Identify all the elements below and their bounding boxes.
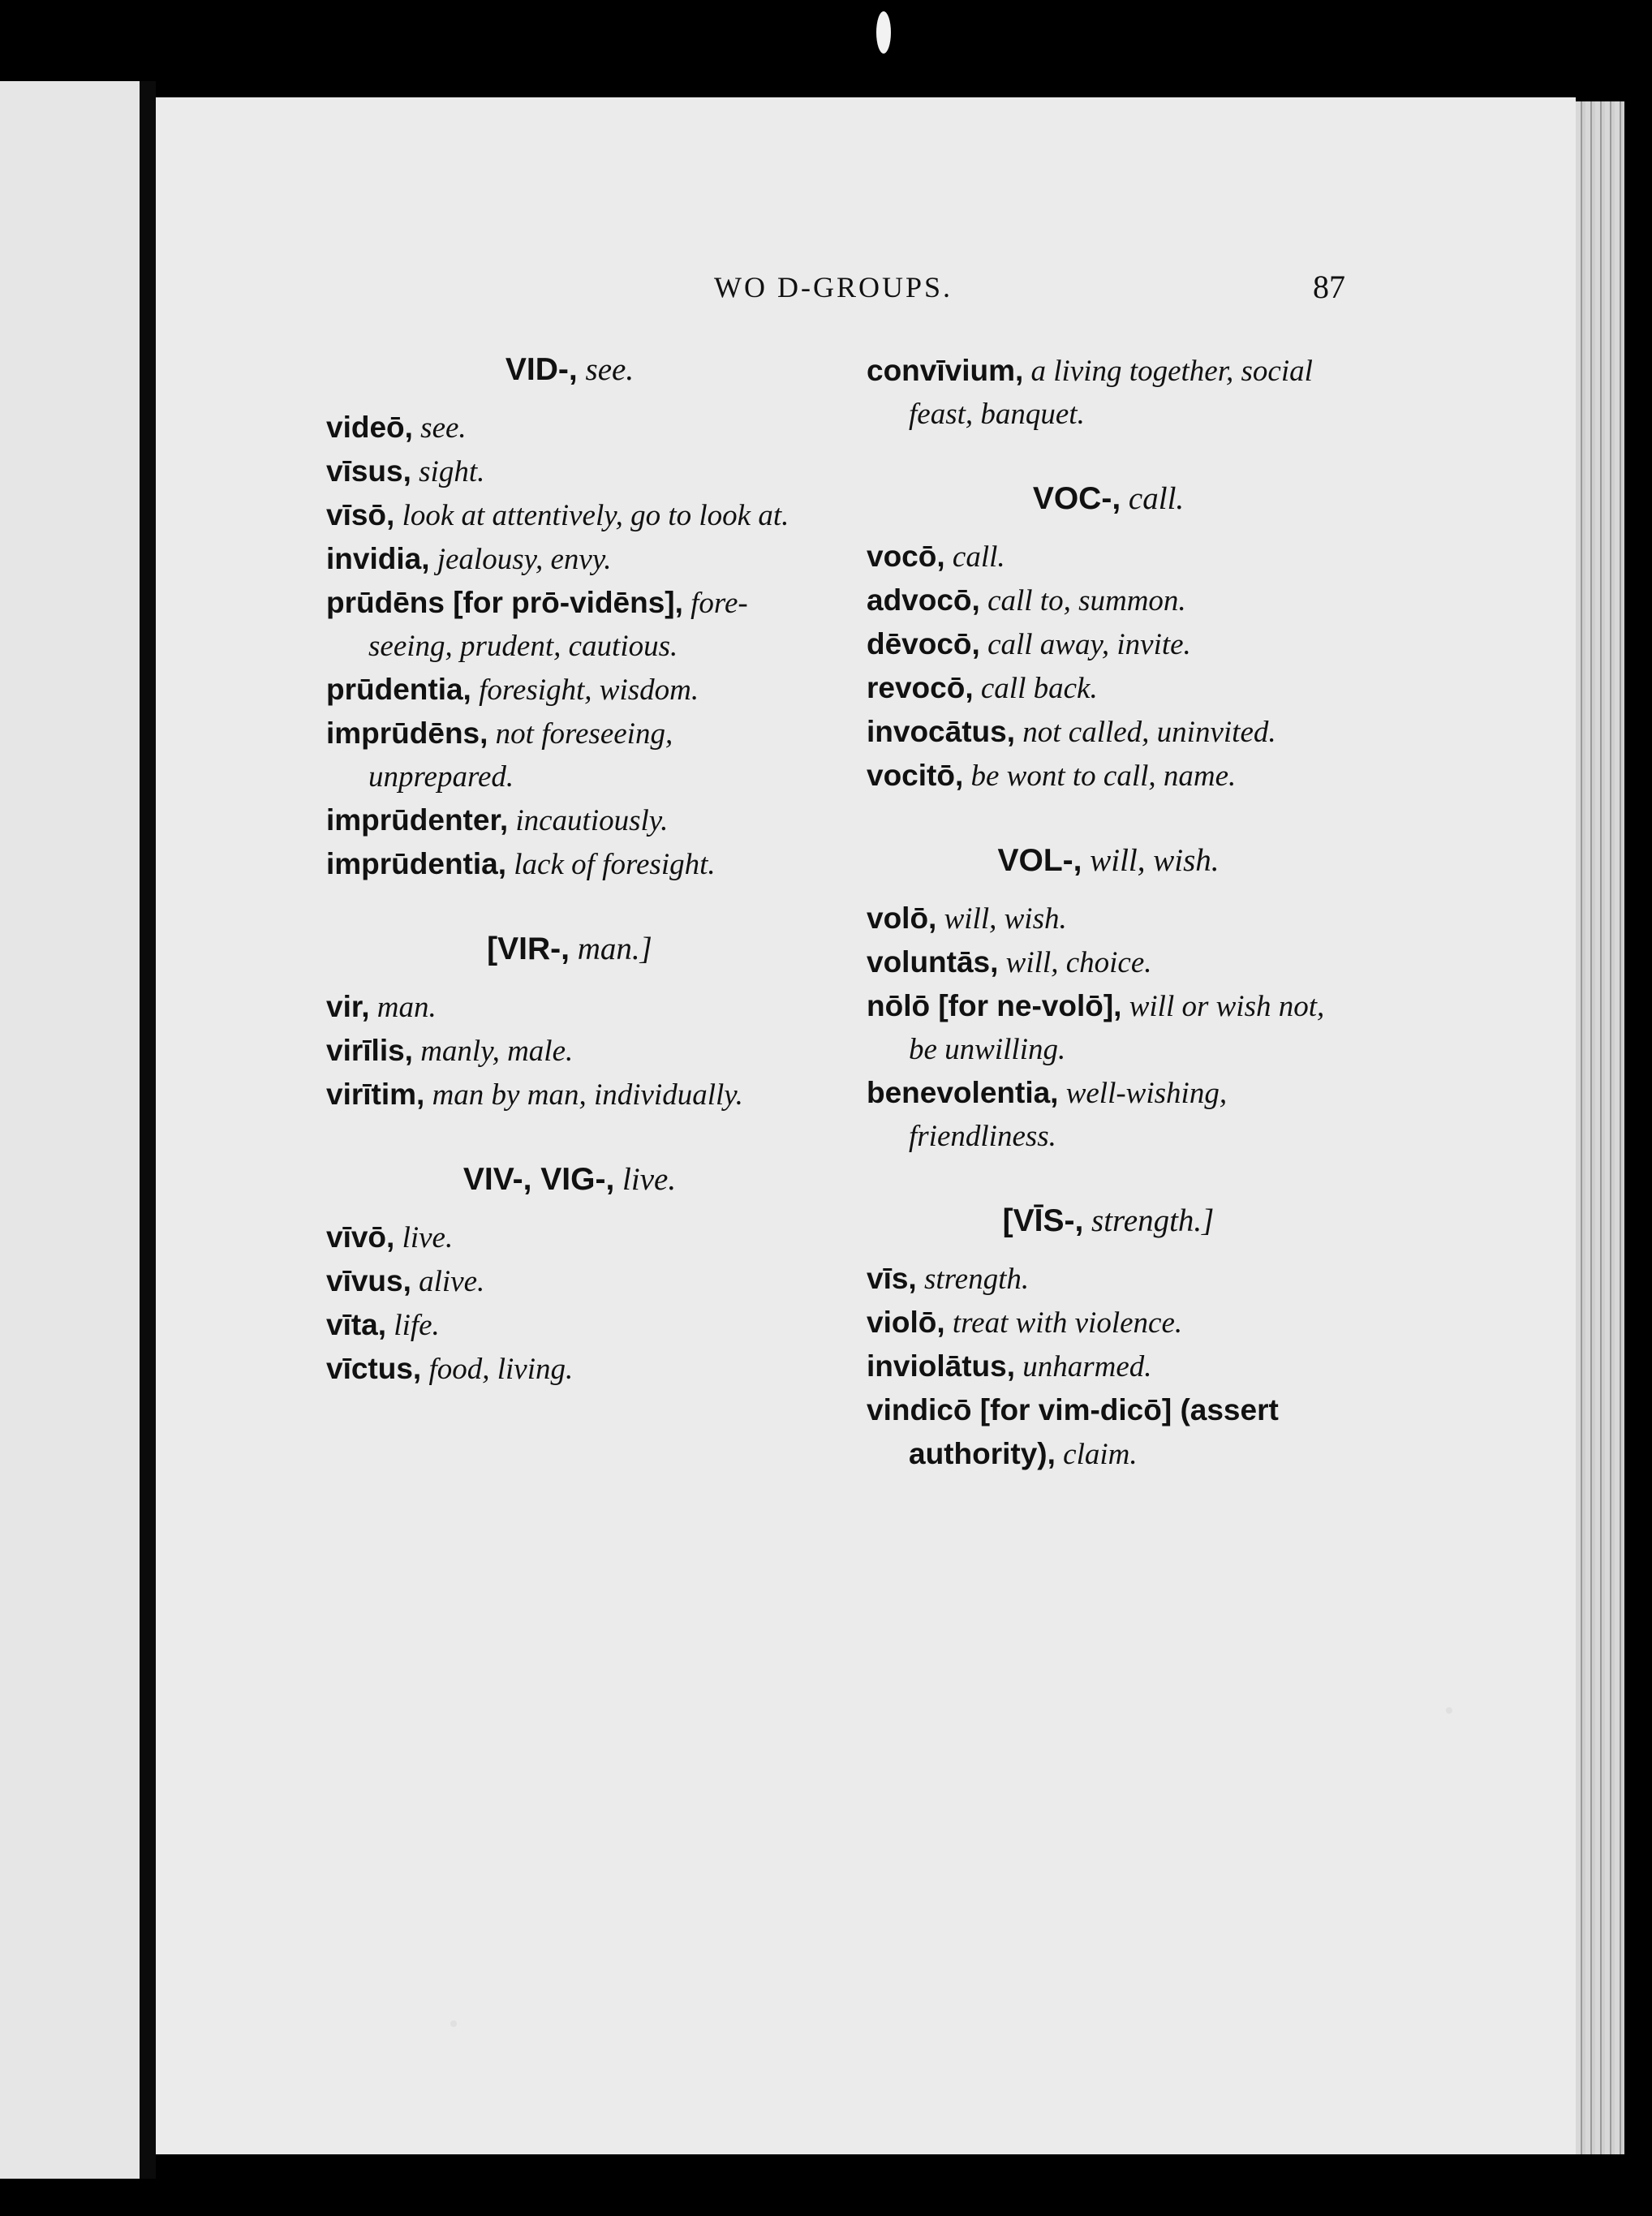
entry-definition: foresight, wisdom. (479, 673, 699, 707)
entry-definition: live. (402, 1221, 454, 1254)
dictionary-entry (326, 537, 813, 581)
entry-definition: not called, uninvited. (1022, 716, 1276, 749)
root-heading (867, 478, 1350, 520)
dictionary-entry (326, 712, 813, 798)
dictionary-entry (326, 450, 813, 493)
entry-word: videō, (326, 411, 413, 444)
right-column (867, 349, 1350, 1476)
root-gloss: strength.] (1091, 1203, 1215, 1238)
entry-definition: look at attentively, go to look at. (402, 499, 789, 532)
entry-definition: alive. (419, 1265, 485, 1298)
dictionary-entry (326, 668, 813, 712)
dictionary-entry (867, 349, 1350, 436)
entry-definition: manly, male. (420, 1035, 574, 1068)
entry-definition: lack of foresight. (514, 848, 716, 881)
entry-word: vīctus, (326, 1352, 422, 1385)
entry-definition: see. (420, 411, 467, 445)
dictionary-entry (326, 581, 813, 668)
entry-definition: well-wishing, friendliness. (909, 1077, 1228, 1153)
dictionary-entry (867, 1345, 1350, 1388)
entry-definition: jealousy, envy. (437, 543, 612, 576)
entry-word: vīvō, (326, 1220, 395, 1254)
entry-definition: be wont to call, name. (970, 759, 1237, 793)
page-edges (1576, 101, 1624, 2154)
entry-word: advocō, (867, 583, 980, 617)
root-heading (326, 349, 813, 391)
entry-word: prūdentia, (326, 673, 471, 706)
root-word: VOC-, (1032, 481, 1121, 516)
entry-word: vocitō, (867, 759, 964, 792)
dictionary-entry (867, 710, 1350, 754)
scan-speck (450, 2020, 457, 2027)
dictionary-entry (867, 579, 1350, 622)
entry-word: convīvium, (867, 354, 1024, 387)
entry-definition: man. (376, 991, 437, 1024)
entry-definition: will or wish not, be unwilling. (909, 990, 1325, 1066)
dictionary-entry (867, 754, 1350, 798)
entry-definition: claim. (1063, 1438, 1138, 1471)
scan-mark (876, 11, 891, 54)
dictionary-entry (326, 1259, 813, 1303)
root-heading (326, 1159, 813, 1201)
entry-definition: unharmed. (1022, 1350, 1152, 1383)
root-word: [VIR-, (487, 932, 570, 966)
dictionary-entry (867, 1388, 1350, 1476)
dictionary-entry (326, 1216, 813, 1259)
dictionary-entry (326, 985, 813, 1029)
entry-definition: call away, invite. (987, 628, 1191, 661)
entry-word: vīsus, (326, 454, 411, 488)
entry-word: invocātus, (867, 715, 1015, 748)
entry-word: vir, (326, 990, 370, 1023)
entry-definition: strength. (923, 1263, 1030, 1296)
root-gloss: see. (585, 352, 635, 387)
root-gloss: man.] (577, 932, 652, 966)
dictionary-entry (326, 798, 813, 842)
dictionary-entry (326, 842, 813, 886)
running-head: WO D-GROUPS. (714, 271, 953, 303)
dictionary-entry (867, 622, 1350, 666)
entry-definition: man by man, individually. (432, 1078, 743, 1112)
dictionary-entry (326, 1347, 813, 1391)
entry-word: invidia, (326, 542, 430, 575)
entry-definition: food, living. (428, 1353, 574, 1386)
entry-word: imprūdentia, (326, 847, 507, 880)
entry-word: imprūdenter, (326, 803, 509, 837)
dictionary-entry (867, 940, 1350, 984)
dictionary-entry (326, 1073, 813, 1117)
entry-word: prūdēns [for prō-vidēns], (326, 586, 683, 619)
entry-definition: treat with violence. (952, 1306, 1183, 1340)
entry-word: virīlis, (326, 1034, 413, 1067)
root-gloss: will, wish. (1090, 843, 1220, 878)
entry-word: voluntās, (867, 945, 999, 979)
entry-definition: will, wish. (944, 902, 1067, 936)
entry-word: nōlō [for ne-volō], (867, 989, 1122, 1022)
root-gloss: call. (1128, 481, 1185, 516)
entry-definition: sight. (419, 455, 485, 488)
entry-word: dēvocō, (867, 627, 980, 660)
dictionary-entry (326, 493, 813, 537)
dictionary-entry (867, 897, 1350, 940)
entry-definition: incautiously. (515, 804, 669, 837)
entry-word: virītim, (326, 1078, 425, 1111)
entry-definition: call back. (980, 672, 1098, 705)
entry-word: vindicō [for vim-dicō] (assert authority), (867, 1393, 1279, 1470)
entry-definition: a living together, social feast, banquet. (909, 355, 1313, 431)
root-heading (867, 1200, 1350, 1242)
dictionary-entry (867, 1301, 1350, 1345)
dictionary-entry (326, 1029, 813, 1073)
dictionary-entry (326, 1303, 813, 1347)
dictionary-entry (867, 666, 1350, 710)
facing-page (0, 81, 140, 2179)
entry-definition: not foreseeing, unprepared. (368, 717, 673, 794)
dictionary-entry (867, 535, 1350, 579)
entry-word: benevolentia, (867, 1076, 1059, 1109)
root-gloss: live. (622, 1162, 677, 1197)
entry-definition: life. (394, 1309, 440, 1342)
root-word: VOL-, (997, 843, 1082, 878)
entry-word: vīsō, (326, 498, 395, 531)
dictionary-entry (326, 406, 813, 450)
entry-word: revocō, (867, 671, 974, 704)
entry-definition: fore-seeing, prudent, cautious. (368, 587, 748, 663)
root-word: VIV-, VIG-, (462, 1162, 615, 1197)
dictionary-entry (867, 1071, 1350, 1158)
entry-word: vocō, (867, 540, 945, 573)
entry-word: inviolātus, (867, 1349, 1015, 1383)
root-word: [VĪS-, (1002, 1203, 1084, 1238)
left-column (326, 349, 813, 1391)
entry-word: vīs, (867, 1262, 917, 1295)
page-number: 87 (1313, 269, 1345, 305)
entry-word: vīvus, (326, 1264, 411, 1297)
root-heading (867, 840, 1350, 882)
root-word: VID-, (505, 352, 578, 387)
entry-word: violō, (867, 1306, 945, 1339)
entry-definition: call to, summon. (987, 584, 1186, 617)
scan-speck (1446, 1707, 1452, 1714)
entry-definition: call. (952, 540, 1005, 574)
dictionary-entry (867, 1257, 1350, 1301)
entry-word: vīta, (326, 1308, 387, 1341)
entry-word: volō, (867, 901, 937, 935)
root-heading (326, 928, 813, 970)
entry-word: imprūdēns, (326, 716, 488, 750)
entry-definition: will, choice. (1005, 946, 1152, 979)
dictionary-entry (867, 984, 1350, 1071)
book-gutter (140, 81, 156, 2179)
